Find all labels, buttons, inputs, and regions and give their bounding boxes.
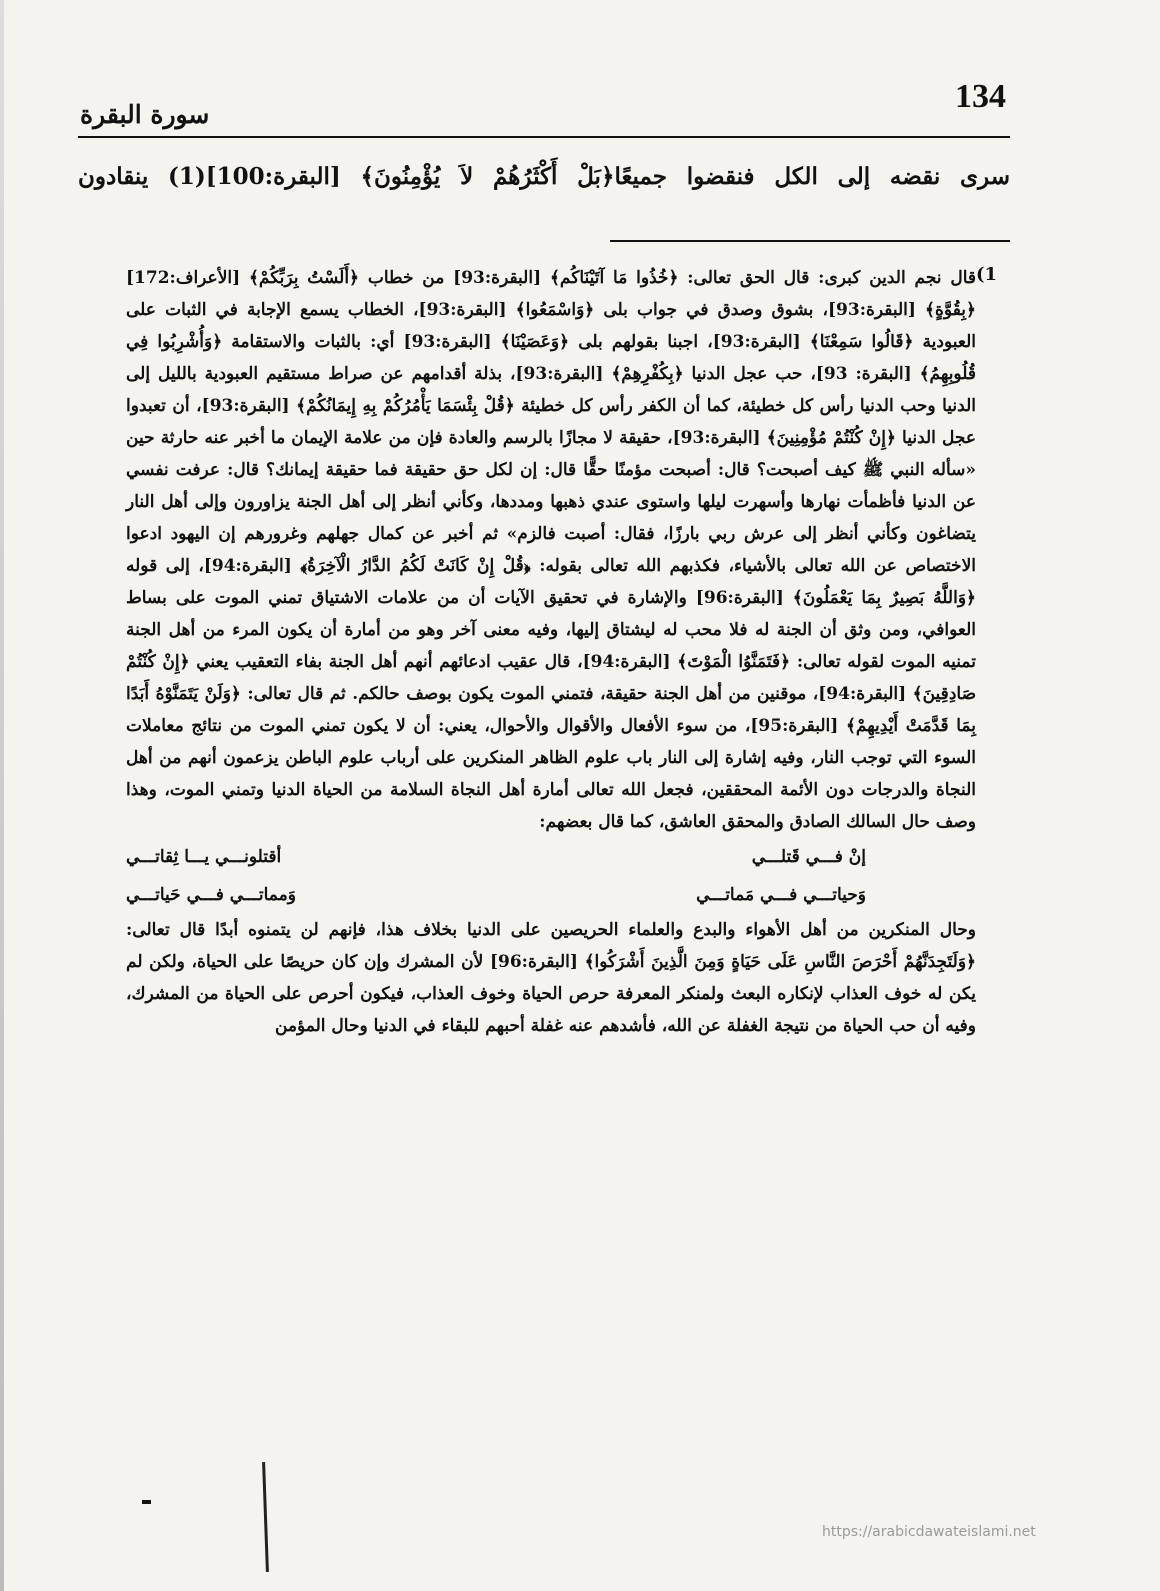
verse-line bbox=[126, 838, 866, 876]
page-number: 134 bbox=[955, 78, 1006, 115]
footnote-paragraph: قال نجم الدين كبرى: قال الحق تعالى: ﴿خُذُوا مَا آتَيْنَاكُم﴾ [البقرة:93] من خطاب ﴿أَلَسْتُ بِرَبِّكُمْ﴾ [الأعراف:172] ﴿بِقُوَّةٍ﴾ [البقرة:93]، بشوق وصدق في جواب بلى ﴿وَاسْمَعُوا﴾ [البقرة:93]، الخطاب يسمع الإجابة في الثبات على العبودية ﴿قَالُوا سَمِعْنَا﴾ [البقرة:93]، اجبنا بقولهم بلى ﴿وَعَصَيْنَا﴾ [البقرة:93] أي: بالثبات والاستقامة ﴿وَأُشْرِبُوا فِي قُلُوبِهِمُ﴾ [البقرة: 93]، حب عجل الدنيا ﴿بِكُفْرِهِمْ﴾ [البقرة:93]، بذلة أقدامهم عن صراط مستقيم العبودية بالليل إلى الدنيا وحب الدنيا رأس كل خطيئة، كما أن الكفر رأس كل خطيئة ﴿قُلْ بِئْسَمَا يَأْمُرُكُمْ بِهِ إِيمَانُكُمْ﴾ [البقرة:93]، أن تعبدوا عجل الدنيا ﴿إِنْ كُنْتُمْ مُؤْمِنِينَ﴾ [البقرة:93]، حقيقة لا مجازًا بالرسم والعادة فإن من علامة الإيمان ما أخبر عنه حارثة حين «سأله النبي ﷺ كيف أصبحت؟ قال: أصبحت مؤمنًا حقًّا قال: إن لكل حق حقيقة فما حقيقة إيمانك؟ قال: عرفت نفسي عن الدنيا فأظمأت نهارها وأسهرت ليلها واستوى عندي ذهبها ومددها، وكأني أنظر إلى أهل الجنة يزاورون وإلى أهل النار يتضاغون وكأني أنظر إلى عرش ربي بارزًا، فقال: أصبت فالزم» ثم أخبر عن كمال جهلهم وغرورهم إن اليهود ادعوا الاختصاص عن الله تعالى بالأشياء، فكذبهم الله تعالى بقوله: ﴿قُلْ إِنْ كَانَتْ لَكُمُ الدَّارُ الْآخِرَةُ﴾ [البقرة:94]، إلى قوله ﴿وَاللَّهُ بَصِيرٌ بِمَا يَعْمَلُونَ﴾ [البقرة:96] والإشارة في تحقيق الآيات أن من علامات الاشتياق تمني الموت على بساط العوافي، ومن وثق أن الجنة له فلا محب له ليشتاق إليها، وفيه معنى آخر وهو من أمارة أن يكون المرء من أهل الجنة تمنيه الموت لقوله تعالى: ﴿فَتَمَنَّوُا الْمَوْتَ﴾ [البقرة:94]، قال عقيب ادعائهم أنهم أهل الجنة بفاء التعقيب يعني ﴿إِنْ كُنْتُمْ صَادِقِينَ﴾ [البقرة:94]، موقنين من أهل الجنة حقيقة، فتمني الموت يكون بوصف حالكم. ثم قال تعالى: ﴿وَلَنْ يَتَمَنَّوْهُ أَبَدًا بِمَا قَدَّمَتْ أَيْدِيهِمْ﴾ [البقرة:95]، من سوء الأفعال والأقوال والأحوال، يعني: أن لا يكون تمني الموت من نتائج معاملات السوء التي توجب النار، وفيه إشارة إلى النار باب علوم الظاهر المنكرين على أرباب علوم الباطن يزعمون أنهم من أهل النجاة والدرجات دون الأئمة المحققين، فجعل الله تعالى أمارة أهل النجاة السلامة من الحياة الدنيا وتمني الموت، وهذا وصف حال السالك الصادق والمحقق العاشق، كما قال بعضهم: bbox=[126, 268, 977, 832]
verse-hemistich: وَمماتـــي فـــي حَياتـــي bbox=[126, 885, 296, 905]
page-edge bbox=[0, 0, 4, 1591]
surah-title: سورة البقرة bbox=[80, 100, 210, 129]
pen-mark bbox=[262, 1462, 269, 1572]
ink-dot bbox=[142, 1500, 151, 1504]
header-rule bbox=[78, 136, 1010, 138]
footnote-number: (1 bbox=[976, 264, 998, 285]
footnote-separator bbox=[610, 240, 1010, 242]
verse-line bbox=[126, 876, 866, 914]
verse-hemistich: إنْ فـــي قَتلـــي bbox=[751, 847, 866, 867]
verse-hemistich: وَحياتـــي فـــي مَماتـــي bbox=[696, 885, 866, 905]
verse-hemistich: أقتلونـــي يـــا ثِقاتـــي bbox=[126, 847, 282, 867]
footnote bbox=[126, 262, 976, 1042]
footnote-closing: وحال المنكرين من أهل الأهواء والبدع والعلماء الحريصين على الدنيا بخلاف هذا، فإنهم لن يتمنوه أبدًا قال تعالى: ﴿وَلَتَجِدَنَّهُمْ أَحْرَصَ النَّاسِ عَلَى حَيَاةٍ وَمِنَ الَّذِينَ أَشْرَكُوا﴾ [البقرة:96] لأن المشرك وإن كان حريصًا على الحياة، ولكن لم يكن له خوف العذاب لإنكاره البعث ولمنكر المعرفة حرص الحياة وخوف العذاب، فيكون أحرص على الحياة من المشرك، وفيه أن حب الحياة من نتيجة الغفلة عن الله، فأشدهم عنه غفلة أحبهم للبقاء في الدنيا وحال المؤمن bbox=[126, 920, 976, 1036]
main-text: سرى نقضه إلى الكل فنقضوا جميعًا﴿بَلْ أَكْثَرُهُمْ لاَ يُؤْمِنُونَ﴾ [البقرة:100](1) ينقادون bbox=[78, 163, 1010, 190]
watermark: https://arabicdawateislami.net bbox=[822, 1524, 1036, 1540]
